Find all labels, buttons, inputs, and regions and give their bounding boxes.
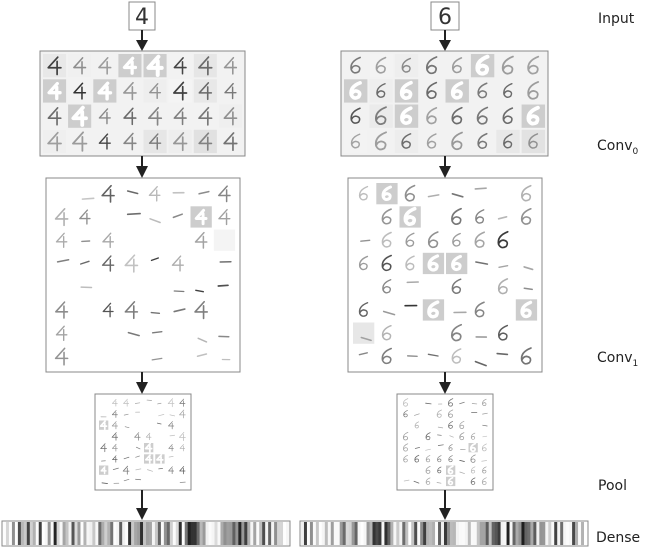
dense-activation-bar	[304, 522, 307, 545]
label-dense: Dense	[596, 530, 641, 546]
dense-activation-bar	[521, 522, 524, 545]
dense-activation-bar	[331, 522, 334, 545]
dense-activation-bar	[471, 522, 474, 545]
feature-map-tile	[469, 443, 478, 452]
dense-activation-bar	[125, 522, 128, 545]
dense-activation-bar	[119, 522, 122, 545]
feature-map-tile	[68, 105, 91, 128]
dense-activation-bar	[527, 522, 530, 545]
dense-activation-bar	[259, 522, 262, 545]
dense-activation-bar	[340, 522, 343, 545]
dense-activation-bar	[423, 522, 426, 545]
dense-activation-bar	[232, 522, 235, 545]
dense-activation-bar	[510, 522, 513, 545]
dense-activation-bar	[387, 522, 390, 545]
feature-map-tile	[99, 421, 108, 430]
dense-activation-bar	[253, 522, 256, 545]
dense-activation-bar	[265, 522, 268, 545]
feature-map-tile	[395, 79, 418, 102]
label-conv1	[597, 350, 638, 369]
feature-map-tile	[446, 79, 469, 102]
feature-map-tile	[43, 130, 66, 153]
conv1-to-pool-arrow-six	[439, 372, 451, 394]
dense-activation-bar	[572, 522, 575, 545]
dense-activation-bar	[536, 522, 539, 545]
dense-activation-bar	[560, 522, 563, 545]
dense-activation-bar	[77, 522, 80, 545]
feature-map-tile	[376, 183, 397, 204]
dense-activation-bar	[432, 522, 435, 545]
dense-activation-bar	[378, 522, 381, 545]
dense-activation-bar	[325, 522, 328, 545]
dense-activation-bar	[188, 522, 191, 545]
dense-activation-bar	[164, 522, 167, 545]
dense-activation-bar	[456, 522, 459, 545]
conv1-to-pool-arrow-four	[136, 372, 148, 394]
dense-activation-bar	[104, 522, 107, 545]
dense-activation-bar	[86, 522, 89, 545]
dense-activation-bar	[554, 522, 557, 545]
dense-activation-bar	[533, 522, 536, 545]
dense-activation-bar	[101, 522, 104, 545]
dense-activation-bar	[337, 522, 340, 545]
label-conv0-sub: 0	[632, 147, 639, 157]
feature-map-tile	[155, 454, 164, 463]
feature-map-tile	[191, 206, 212, 227]
dense-activation-bar	[489, 522, 492, 545]
feature-map-tile	[218, 285, 228, 286]
feature-map-tile	[344, 130, 367, 153]
feature-map-tile	[43, 79, 66, 102]
dense-activation-bar	[176, 522, 179, 545]
dense-activation-bar	[262, 522, 265, 545]
dense-activation-bar	[220, 522, 223, 545]
dense-activation-bar	[149, 522, 152, 545]
dense-activation-bar	[530, 522, 533, 545]
pool-to-dense-arrow-six	[439, 490, 451, 520]
feature-map-tile	[471, 54, 494, 77]
dense-activation-bar	[75, 522, 78, 545]
dense-activation-bar	[542, 522, 545, 545]
dense-activation-bar	[113, 522, 116, 545]
dense-activation-bar	[42, 522, 45, 545]
dense-activation-bar	[51, 522, 54, 545]
dense-activation-bar	[274, 522, 277, 545]
feature-map-tile	[169, 130, 192, 153]
dense-activation-bar	[465, 522, 468, 545]
dense-activation-bar	[396, 522, 399, 545]
dense-activation-bar	[355, 522, 358, 545]
feature-map-tile	[369, 54, 392, 77]
dense-activation-bar	[450, 522, 453, 545]
dense-activation-bar	[137, 522, 140, 545]
dense-activation-bar	[408, 522, 411, 545]
feature-map-tile	[128, 214, 140, 215]
input-to-conv0-arrow-four	[136, 30, 148, 51]
dense-activation-bar	[477, 522, 480, 545]
feature-map-tile	[395, 54, 418, 77]
dense-activation-bar	[328, 522, 331, 545]
dense-activation-bar	[501, 522, 504, 545]
dense-activation-bar	[268, 522, 271, 545]
dense-bars-four	[3, 522, 289, 545]
dense-activation-bar	[373, 522, 376, 545]
dense-activation-bar	[146, 522, 149, 545]
dense-activation-bar	[346, 522, 349, 545]
feature-map-tile	[194, 54, 217, 77]
dense-activation-bar	[57, 522, 60, 545]
dense-activation-bar	[548, 522, 551, 545]
feature-map-tile	[136, 479, 141, 480]
feature-map-tile	[194, 130, 217, 153]
dense-activation-bar	[307, 522, 310, 545]
dense-activation-bar	[301, 522, 304, 545]
dense-activation-bar	[170, 522, 173, 545]
feature-map-tile	[68, 54, 91, 77]
dense-activation-bar	[575, 522, 578, 545]
dense-activation-bar	[393, 522, 396, 545]
dense-activation-bar	[161, 522, 164, 545]
dense-activation-bar	[426, 522, 429, 545]
dense-activation-bar	[381, 522, 384, 545]
conv1-panel-six	[348, 178, 542, 372]
dense-activation-bar	[235, 522, 238, 545]
dense-activation-bar	[405, 522, 408, 545]
dense-activation-bar	[116, 522, 119, 545]
dense-activation-bar	[3, 522, 6, 545]
dense-activation-bar	[54, 522, 57, 545]
feature-map-tile	[214, 230, 235, 251]
dense-activation-bar	[492, 522, 495, 545]
dense-activation-bar	[370, 522, 373, 545]
feature-map-tile	[144, 79, 167, 102]
dense-activation-bar	[173, 522, 176, 545]
pool-to-dense-arrow-four	[136, 490, 148, 520]
feature-map-tile	[169, 79, 192, 102]
dense-activation-bar	[15, 522, 18, 545]
dense-activation-bar	[110, 522, 113, 545]
dense-activation-bar	[524, 522, 527, 545]
dense-activation-bar	[36, 522, 39, 545]
dense-activation-bar	[447, 522, 450, 545]
input-digit-six: 6	[438, 5, 452, 30]
dense-activation-bar	[203, 522, 206, 545]
dense-activation-bar	[384, 522, 387, 545]
dense-activation-bar	[158, 522, 161, 545]
feature-map-tile	[497, 354, 507, 355]
dense-activation-bar	[358, 522, 361, 545]
dense-activation-bar	[411, 522, 414, 545]
dense-bars-six	[301, 522, 587, 545]
dense-activation-bar	[343, 522, 346, 545]
dense-activation-bar	[310, 522, 313, 545]
feature-map-tile	[144, 443, 153, 452]
column-digit-four	[2, 2, 290, 546]
dense-activation-bar	[206, 522, 209, 545]
feature-map-tile	[174, 291, 184, 292]
feature-map-tile	[170, 435, 175, 436]
dense-activation-bar	[495, 522, 498, 545]
dense-activation-bar	[6, 522, 9, 545]
dense-activation-bar	[131, 522, 134, 545]
dense-activation-bar	[441, 522, 444, 545]
dense-activation-bar	[349, 522, 352, 545]
feature-map-tile	[516, 299, 537, 320]
dense-activation-bar	[444, 522, 447, 545]
dense-activation-bar	[518, 522, 521, 545]
pool-panel-six	[397, 394, 493, 490]
dense-activation-bar	[498, 522, 501, 545]
feature-map-tile	[369, 79, 392, 102]
feature-map-tile	[344, 79, 367, 102]
feature-map-tile	[151, 313, 159, 314]
dense-activation-bar	[95, 522, 98, 545]
dense-activation-bar	[480, 522, 483, 545]
feature-map-tile	[93, 79, 116, 102]
feature-map-tile	[496, 130, 519, 153]
dense-activation-bar	[247, 522, 250, 545]
dense-activation-bar	[399, 522, 402, 545]
dense-activation-bar	[256, 522, 259, 545]
column-digit-six	[300, 2, 588, 546]
dense-activation-bar	[66, 522, 69, 545]
dense-activation-bar	[474, 522, 477, 545]
dense-activation-bar	[128, 522, 131, 545]
dense-activation-bar	[313, 522, 316, 545]
dense-activation-bar	[89, 522, 92, 545]
feature-map-tile	[438, 435, 442, 436]
feature-map-tile	[400, 206, 421, 227]
label-conv1-base: Conv	[597, 350, 633, 366]
dense-activation-bar	[33, 522, 36, 545]
dense-activation-bar	[361, 522, 364, 545]
dense-activation-bar	[516, 522, 519, 545]
dense-activation-bar	[63, 522, 66, 545]
dense-activation-bar	[30, 522, 33, 545]
dense-activation-bar	[244, 522, 247, 545]
dense-activation-bar	[12, 522, 15, 545]
pool-panel-four	[95, 394, 191, 490]
feature-map-tile	[423, 253, 444, 274]
dense-activation-bar	[197, 522, 200, 545]
conv0-to-conv1-arrow-six	[439, 156, 451, 178]
feature-map-tile	[369, 105, 392, 128]
dense-activation-bar	[551, 522, 554, 545]
feature-map-tile	[423, 299, 444, 320]
dense-activation-bar	[414, 522, 417, 545]
dense-activation-bar	[152, 522, 155, 545]
label-input: Input	[598, 11, 635, 27]
dense-activation-bar	[48, 522, 51, 545]
dense-activation-bar	[513, 522, 516, 545]
feature-map-tile	[194, 79, 217, 102]
dense-activation-bar	[459, 522, 462, 545]
dense-activation-bar	[504, 522, 507, 545]
dense-activation-bar	[223, 522, 226, 545]
feature-map-tile	[144, 454, 153, 463]
dense-activation-bar	[364, 522, 367, 545]
feature-map-tile	[219, 105, 242, 128]
dense-activation-bar	[539, 522, 542, 545]
dense-activation-bar	[212, 522, 215, 545]
feature-map-tile	[395, 105, 418, 128]
dense-activation-bar	[563, 522, 566, 545]
dense-activation-bar	[375, 522, 378, 545]
feature-map-tile	[159, 468, 163, 469]
dense-activation-bar	[277, 522, 280, 545]
stage-labels	[596, 11, 640, 546]
dense-activation-bar	[134, 522, 137, 545]
dense-activation-bar	[167, 522, 170, 545]
dense-activation-bar	[60, 522, 63, 545]
dense-activation-bar	[27, 522, 30, 545]
dense-activation-bar	[462, 522, 465, 545]
dense-activation-bar	[545, 522, 548, 545]
feature-map-tile	[446, 253, 467, 274]
dense-activation-bar	[39, 522, 42, 545]
dense-activation-bar	[194, 522, 197, 545]
dense-activation-bar	[438, 522, 441, 545]
feature-map-tile	[144, 54, 167, 77]
feature-map-tile	[353, 323, 374, 344]
dense-activation-bar	[122, 522, 125, 545]
feature-map-tile	[144, 130, 167, 153]
dense-activation-bar	[507, 522, 510, 545]
feature-map-tile	[82, 198, 93, 199]
dense-activation-bar	[98, 522, 101, 545]
dense-activation-bar	[468, 522, 471, 545]
dense-activation-bar	[250, 522, 253, 545]
dense-activation-bar	[9, 522, 12, 545]
feature-map-tile	[395, 130, 418, 153]
dense-activation-bar	[557, 522, 560, 545]
dense-activation-bar	[486, 522, 489, 545]
dense-activation-bar	[417, 522, 420, 545]
dense-activation-bar	[155, 522, 158, 545]
feature-map-tile	[522, 130, 545, 153]
dense-activation-bar	[24, 522, 27, 545]
dense-activation-bar	[182, 522, 185, 545]
dense-activation-bar	[280, 522, 283, 545]
dense-activation-bar	[420, 522, 423, 545]
label-conv1-sub: 1	[632, 359, 639, 369]
dense-activation-bar	[45, 522, 48, 545]
dense-activation-bar	[352, 522, 355, 545]
dense-activation-bar	[143, 522, 146, 545]
feature-map-tile	[118, 54, 141, 77]
dense-activation-bar	[72, 522, 75, 545]
dense-activation-bar	[209, 522, 212, 545]
dense-activation-bar	[584, 522, 587, 545]
dense-activation-bar	[581, 522, 584, 545]
dense-activation-bar	[185, 522, 188, 545]
label-conv0	[597, 138, 639, 157]
dense-activation-bar	[21, 522, 24, 545]
dense-activation-bar	[566, 522, 569, 545]
dense-activation-bar	[218, 522, 221, 545]
feature-map-tile	[361, 240, 370, 241]
dense-activation-bar	[226, 522, 229, 545]
dense-activation-bar	[453, 522, 456, 545]
dense-activation-bar	[69, 522, 72, 545]
dense-activation-bar	[390, 522, 393, 545]
dense-activation-bar	[200, 522, 203, 545]
feature-map-tile	[475, 188, 486, 189]
input-to-conv0-arrow-six	[439, 30, 451, 51]
dense-activation-bar	[578, 522, 581, 545]
conv0-to-conv1-arrow-four	[136, 156, 148, 178]
dense-activation-bar	[241, 522, 244, 545]
feature-map-tile	[43, 54, 66, 77]
dense-activation-bar	[191, 522, 194, 545]
feature-map-tile	[522, 105, 545, 128]
dense-activation-bar	[316, 522, 319, 545]
feature-map-tile	[99, 466, 108, 475]
dense-activation-bar	[271, 522, 274, 545]
dense-activation-bar	[569, 522, 572, 545]
dense-activation-bar	[429, 522, 432, 545]
dense-activation-bar	[402, 522, 405, 545]
feature-map-tile	[446, 477, 455, 486]
dense-activation-bar	[83, 522, 86, 545]
dense-activation-bar	[367, 522, 370, 545]
input-digit-four: 4	[135, 5, 149, 30]
dense-activation-bar	[319, 522, 322, 545]
dense-activation-bar	[334, 522, 337, 545]
dense-activation-bar	[92, 522, 95, 545]
dense-activation-bar	[283, 522, 286, 545]
dense-activation-bar	[215, 522, 218, 545]
dense-activation-bar	[107, 522, 110, 545]
dense-activation-bar	[238, 522, 241, 545]
dense-activation-bar	[322, 522, 325, 545]
dense-activation-bar	[286, 522, 289, 545]
dense-activation-bar	[229, 522, 232, 545]
label-conv0-base: Conv	[597, 138, 633, 154]
dense-activation-bar	[435, 522, 438, 545]
dense-activation-bar	[18, 522, 21, 545]
label-pool: Pool	[598, 478, 627, 494]
feature-map-tile	[446, 466, 455, 475]
dense-activation-bar	[179, 522, 182, 545]
dense-activation-bar	[140, 522, 143, 545]
dense-activation-bar	[80, 522, 83, 545]
dense-activation-bar	[483, 522, 486, 545]
